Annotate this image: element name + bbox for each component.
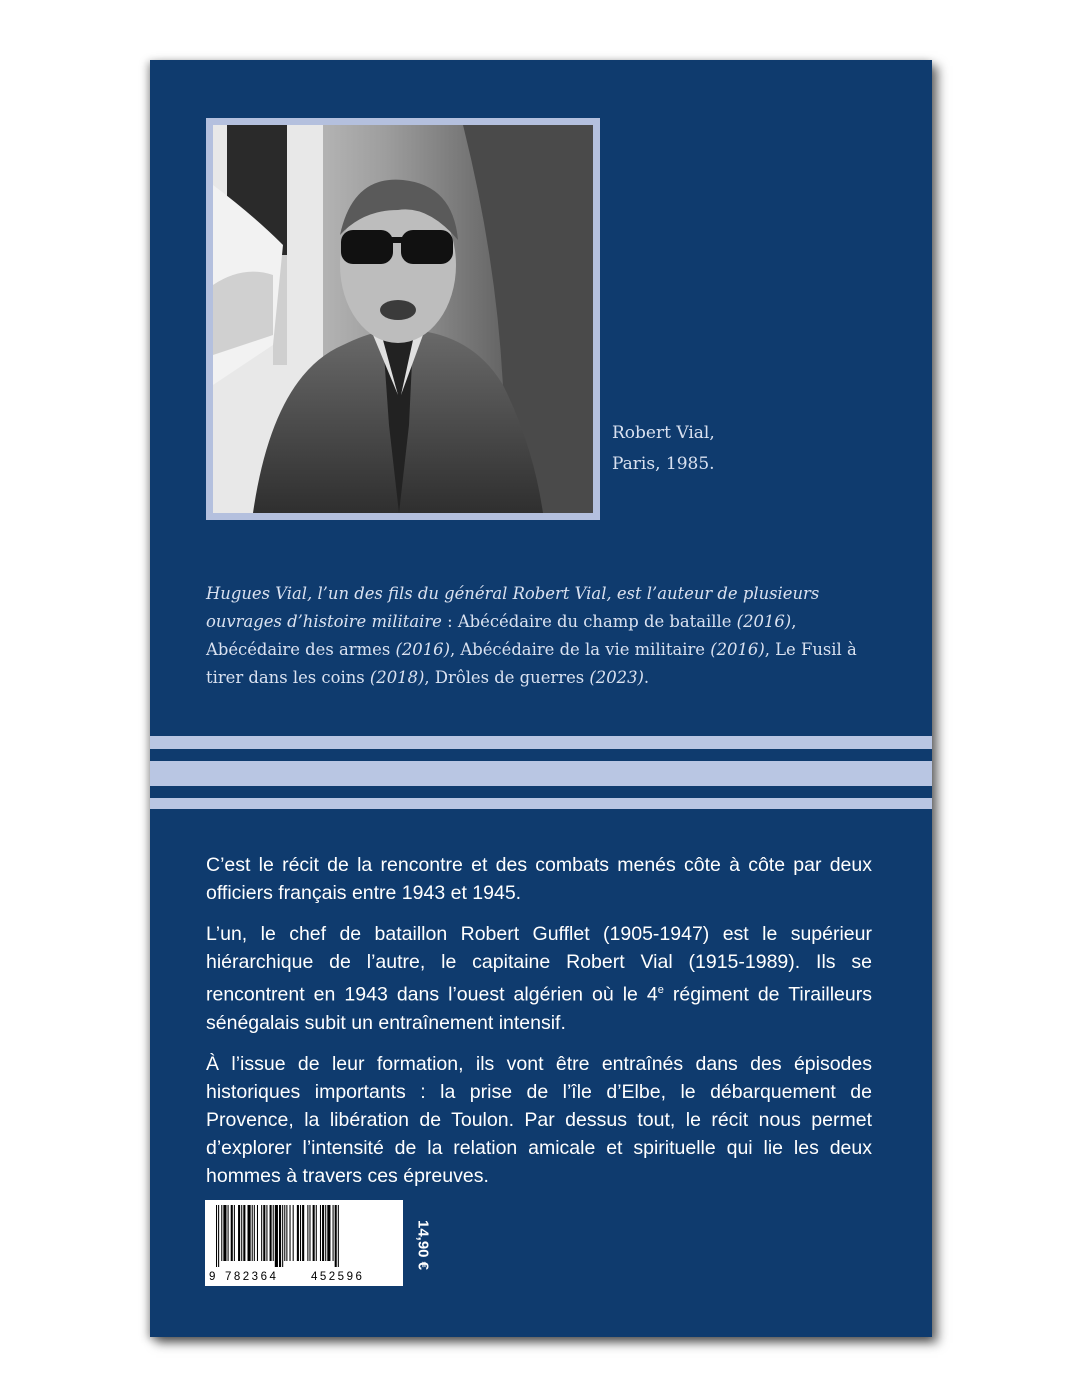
barcode-bar — [316, 1205, 317, 1261]
author-photo-frame — [206, 118, 600, 520]
barcode-bar — [279, 1205, 281, 1267]
barcode-bars-icon — [212, 1205, 398, 1267]
portrait-photo — [213, 125, 593, 513]
barcode-bar — [300, 1205, 301, 1261]
barcode-bar — [325, 1205, 326, 1261]
bio-year-3: (2016) — [710, 640, 765, 659]
blurb-p2-part-b: régiment de Tirailleurs sénégalais subit un entraînement intensif. — [206, 983, 872, 1034]
barcode-bar — [238, 1205, 240, 1261]
barcode-bar — [243, 1205, 245, 1261]
barcode-bar — [241, 1205, 242, 1261]
bio-year-1: (2016) — [736, 612, 792, 631]
bio-book-3: Abécédaire de la vie militaire — [460, 640, 706, 659]
barcode-group-2: 452596 — [311, 1271, 365, 1283]
bio-book-5: Drôles de guerres — [434, 668, 585, 687]
author-bio: Hugues Vial, l’un des fils du général Robert Vial, est l’auteur de plusieurs ouvrages d’histoire militaire : Abécédaire du champ de bataille (2016), Abécédaire des armes (2016), Abécédaire de la vie militaire (2016), Le Fusil à tirer dans les coins (2018), Drôles de guerres (2023). — [206, 584, 857, 687]
barcode-bar — [248, 1205, 251, 1261]
barcode-bar — [293, 1205, 294, 1261]
barcode-bar — [284, 1205, 285, 1261]
barcode-bar — [275, 1205, 278, 1267]
barcode-bar — [216, 1205, 217, 1267]
divider-stripe-bottom — [150, 798, 932, 809]
barcode-digit-first: 9 — [209, 1271, 216, 1283]
barcode-bar — [228, 1205, 229, 1261]
barcode-bar — [327, 1205, 330, 1261]
barcode-bar — [218, 1205, 219, 1267]
barcode-bar — [263, 1205, 265, 1261]
barcode-bar — [273, 1205, 274, 1261]
blurb-p2-part-a: L’un, le chef de bataillon Robert Gufflet (1905-1947) est le supérieur hiérarchique de l’autre, le capitaine Robert Vial (1915-1989). Ils se rencontrent en 1943 dans l’ouest algérien où le 4 — [206, 923, 872, 1006]
barcode-bar — [257, 1205, 258, 1261]
barcode-bar — [270, 1205, 272, 1261]
barcode-digits — [209, 1271, 399, 1283]
bio-intro: Hugues Vial, l’un des fils du général Robert Vial, est l’auteur de plusieurs ouvrages d’histoire militaire — [206, 584, 820, 631]
barcode-bar — [297, 1205, 299, 1261]
bio-year-5: (2023) — [589, 668, 644, 687]
barcode-group-1: 782364 — [225, 1271, 279, 1283]
price-label — [410, 1205, 436, 1285]
bio-book-1: Abécédaire du champ de bataille — [457, 612, 732, 631]
barcode-bar — [307, 1205, 308, 1261]
barcode-bar — [322, 1205, 324, 1261]
barcode-bar — [252, 1205, 253, 1261]
barcode-bar — [223, 1205, 226, 1261]
bio-book-2: Abécédaire des armes — [206, 640, 391, 659]
barcode-bar — [290, 1205, 291, 1261]
bio-year-2: (2016) — [395, 640, 450, 659]
blurb-paragraph-1: C’est le récit de la rencontre et des combats menés côte à côte par deux officiers français entre 1943 et 1945. — [206, 854, 872, 904]
caption-line-name: Robert Vial, — [612, 423, 715, 443]
barcode-bar — [254, 1205, 255, 1261]
price-text: 14,90 € — [414, 1219, 432, 1271]
blurb-p2-superscript: e — [657, 984, 664, 996]
barcode-bar — [335, 1205, 337, 1267]
photo-caption — [612, 418, 715, 480]
barcode-bar — [266, 1205, 267, 1261]
divider-stripe-top — [150, 736, 932, 749]
divider-stripe-middle — [150, 761, 932, 786]
barcode-bar — [221, 1205, 222, 1261]
barcode-bar — [234, 1205, 235, 1261]
book-blurb — [206, 851, 872, 1203]
bio-year-4: (2018) — [369, 668, 425, 687]
bio-colon: : — [441, 612, 458, 631]
blurb-paragraph-2 — [206, 920, 872, 1037]
book-back-cover — [150, 60, 932, 1337]
barcode-bar — [309, 1205, 310, 1261]
caption-line-place-date: Paris, 1985. — [612, 454, 715, 474]
barcode-bar — [231, 1205, 233, 1261]
blurb-paragraph-3: À l’issue de leur formation, ils vont être entraînés dans des épisodes historiques importants : la prise de l’île d’Elbe, le débarquement de Provence, la libération de Toulon. Par dessus tout, le récit nous permet d’explorer l’intensité de la relation amicale et spirituelle qui lie les deux hommes à travers ces épreuves. — [206, 1052, 872, 1187]
barcode-bar — [261, 1205, 262, 1261]
barcode-bar — [320, 1205, 321, 1261]
barcode-bar — [333, 1205, 334, 1261]
barcode-bar — [302, 1205, 304, 1261]
barcode-bar — [338, 1205, 339, 1267]
barcode-bar — [282, 1205, 283, 1267]
barcode-bar — [313, 1205, 315, 1261]
bio-book-4: Le Fusil à tirer dans les coins — [206, 640, 857, 687]
barcode-bar — [286, 1205, 287, 1261]
isbn-barcode — [205, 1200, 403, 1286]
